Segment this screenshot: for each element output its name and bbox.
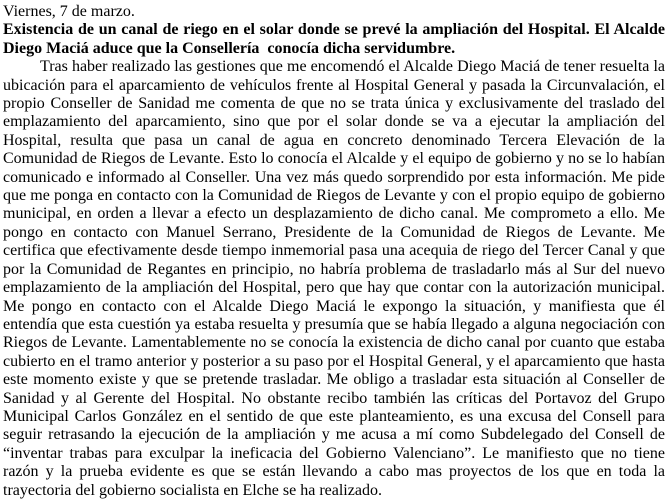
body-paragraph: Tras haber realizado las gestiones que me encomendó el Alcalde Diego Maciá de tener resuelta la ubicación para el aparcamiento de vehículos frente al Hospital General y pasada la Circunvalación, el propio Conseller de Sanidad me comenta de que no se trata única y exclusivamente del traslado del emplazamiento del aparcamiento, sino que por el solar donde se va a ejecutar la ampliación del Hospital, resulta que pasa un canal de agua en concreto denominado Tercera Elevación de la Comunidad de Riegos de Levante. Esto lo conocía el Alcalde y el equipo de gobierno y no se lo habían comunicado e informado al Conseller. Una vez más quedo sorprendido por esta información. Me pide que me ponga en contacto con la Comunidad de Riegos de Levante y con el propio equipo de gobierno municipal, en orden a llevar a efecto un desplazamiento de dicho canal. Me comprometo a ello. Me pongo en contacto con Manuel Serrano, Presidente de la Comunidad de Riegos de Levante. Me certifica que efectivamente desde tiempo inmemorial pasa una acequia de riego del Tercer Canal y que por la Comunidad de Regantes en principio, no habría problema de trasladarlo más al Sur del nuevo emplazamiento de la ampliación del Hospital, pero que hay que contar con la autorización municipal. Me pongo en contacto con el Alcalde Diego Maciá le expongo la situación, y manifiesta que él entendía que esta cuestión ya estaba resuelta y presumía que se había llegado a alguna negociación con Riegos de Levante. Lamentablemente no se conocía la existencia de dicho canal por cuanto que estaba cubierto en el tramo anterior y posterior a su paso por el Hospital General, y el aparcamiento que hasta este momento existe y que se pretende trasladar. Me obligo a trasladar esta situación al Conseller de Sanidad y al Gerente del Hospital. No obstante recibo también las críticas del Portavoz del Grupo Municipal Carlos González en el sentido de que este planteamiento, es una excusa del Consell para seguir retrasando la ejecución de la ampliación y me acusa a mí como Subdelegado del Consell de “inventar trabas para exculpar la ineficacia del Gobierno Valenciano”. Le manifiesto que no tiene razón y la prueba evidente es que se están llevando a cabo mas proyectos de los que en toda la trayectoria del gobierno socialista en Elche se ha realizado. <box>3 58 665 499</box>
date-line: Viernes, 7 de marzo. <box>3 3 135 20</box>
document-heading: Existencia de un canal de riego en el solar donde se prevé la ampliación del Hospital. El Alcalde Diego Maciá aduce que la Consellería conocía dicha servidumbre. <box>3 21 665 57</box>
